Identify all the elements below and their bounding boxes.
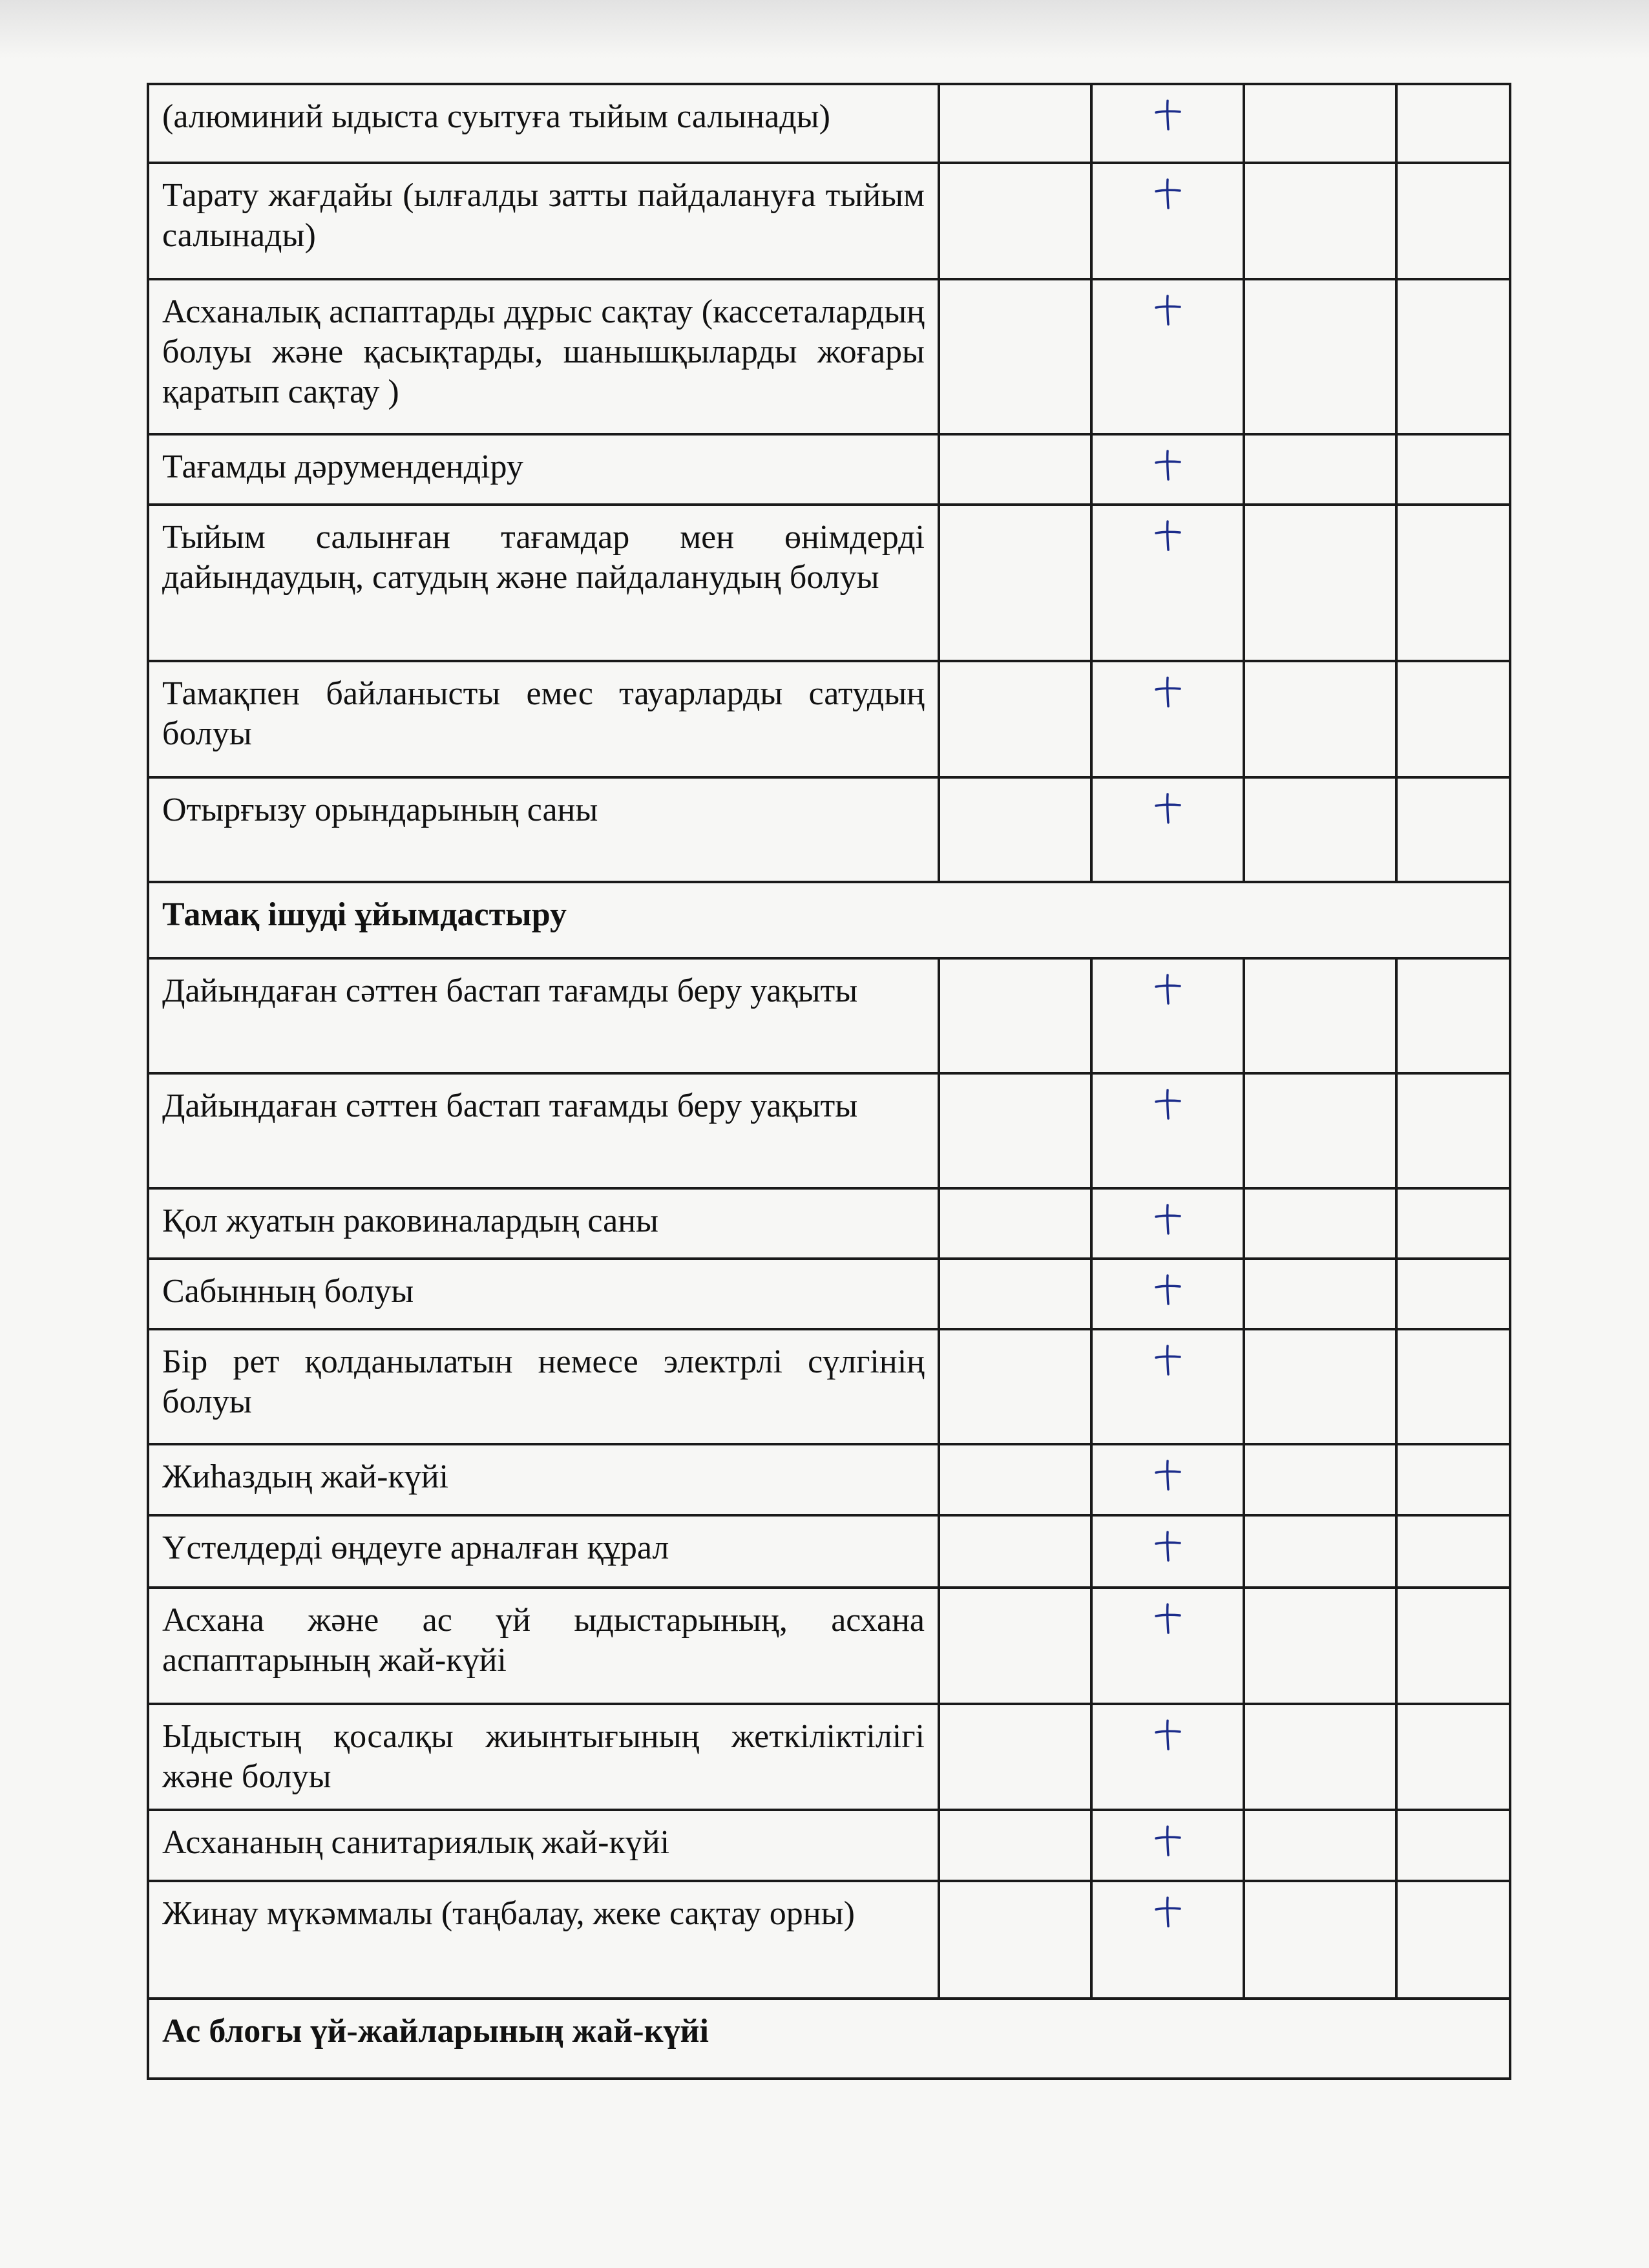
- mark-cell-col-4: [1396, 958, 1510, 1073]
- mark-cell-col-1: [939, 163, 1091, 279]
- checklist-row: [148, 279, 1510, 434]
- mark-cell-col-3: [1244, 1515, 1396, 1588]
- checklist-row: [148, 1881, 1510, 1999]
- criterion-text: (алюминий ыдыста суытуға тыйым салынады): [148, 84, 939, 163]
- mark-cell-col-4: [1396, 163, 1510, 279]
- mark-cell-col-4: [1396, 1515, 1510, 1588]
- mark-cell-col-2: [1091, 1704, 1244, 1810]
- handwritten-plus-icon: [1153, 1601, 1182, 1635]
- mark-cell-col-3: [1244, 1444, 1396, 1515]
- criterion-text: Ыдыстың қосалқы жиынтығының жеткіліктілігі және болуы: [148, 1704, 939, 1810]
- mark-cell-col-3: [1244, 434, 1396, 505]
- mark-cell-col-1: [939, 958, 1091, 1073]
- checklist-row: [148, 163, 1510, 279]
- mark-cell-col-4: [1396, 1881, 1510, 1999]
- mark-cell-col-3: [1244, 279, 1396, 434]
- mark-cell-col-4: [1396, 434, 1510, 505]
- mark-cell-col-1: [939, 661, 1091, 777]
- mark-cell-col-1: [939, 1704, 1091, 1810]
- handwritten-plus-icon: [1153, 176, 1182, 211]
- criterion-text: Дайындаған сәттен бастап тағамды беру уақыты: [148, 1073, 939, 1188]
- criterion-text: Дайындаған сәттен бастап тағамды беру уақыты: [148, 958, 939, 1073]
- handwritten-plus-icon: [1153, 674, 1182, 709]
- mark-cell-col-3: [1244, 1704, 1396, 1810]
- mark-cell-col-4: [1396, 777, 1510, 882]
- mark-cell-col-4: [1396, 1588, 1510, 1704]
- handwritten-plus-icon: [1153, 1342, 1182, 1377]
- mark-cell-col-1: [939, 1329, 1091, 1444]
- checklist-row: [148, 1588, 1510, 1704]
- mark-cell-col-3: [1244, 1073, 1396, 1188]
- criterion-text: Тарату жағдайы (ылғалды затты пайдалануға тыйым салынады): [148, 163, 939, 279]
- criterion-text: Асханалық аспаптарды дұрыс сақтау (кассеталардың болуы және қасықтарды, шанышқыларды жоғары қаратып сақтау ): [148, 279, 939, 434]
- mark-cell-col-1: [939, 84, 1091, 163]
- checklist-row: [148, 1073, 1510, 1188]
- mark-cell-col-2: [1091, 1073, 1244, 1188]
- handwritten-plus-icon: [1153, 518, 1182, 552]
- mark-cell-col-4: [1396, 505, 1510, 661]
- mark-cell-col-1: [939, 1444, 1091, 1515]
- mark-cell-col-1: [939, 434, 1091, 505]
- mark-cell-col-3: [1244, 1329, 1396, 1444]
- mark-cell-col-4: [1396, 1810, 1510, 1881]
- section-title: Тамақ ішуді ұйымдастыру: [148, 882, 1510, 958]
- handwritten-plus-icon: [1153, 97, 1182, 132]
- mark-cell-col-1: [939, 505, 1091, 661]
- handwritten-plus-icon: [1153, 447, 1182, 482]
- criterion-text: Сабынның болуы: [148, 1259, 939, 1329]
- checklist-row: [148, 1515, 1510, 1588]
- criterion-text: Үстелдерді өңдеуге арналған құрал: [148, 1515, 939, 1588]
- mark-cell-col-3: [1244, 1881, 1396, 1999]
- mark-cell-col-2: [1091, 163, 1244, 279]
- handwritten-plus-icon: [1153, 1823, 1182, 1858]
- mark-cell-col-1: [939, 1259, 1091, 1329]
- handwritten-plus-icon: [1153, 1201, 1182, 1236]
- handwritten-plus-icon: [1153, 1717, 1182, 1752]
- checklist-row: [148, 1444, 1510, 1515]
- checklist-row: [148, 777, 1510, 882]
- mark-cell-col-2: [1091, 279, 1244, 434]
- mark-cell-col-4: [1396, 1188, 1510, 1259]
- mark-cell-col-2: [1091, 1515, 1244, 1588]
- checklist-table: [147, 83, 1511, 2080]
- mark-cell-col-2: [1091, 1810, 1244, 1881]
- checklist-body: [148, 84, 1510, 2079]
- mark-cell-col-2: [1091, 1188, 1244, 1259]
- handwritten-plus-icon: [1153, 1894, 1182, 1929]
- mark-cell-col-3: [1244, 1259, 1396, 1329]
- criterion-text: Бір рет қолданылатын немесе электрлі сүлгінің болуы: [148, 1329, 939, 1444]
- criterion-text: Асхананың санитариялық жай-күйі: [148, 1810, 939, 1881]
- mark-cell-col-2: [1091, 1881, 1244, 1999]
- mark-cell-col-4: [1396, 279, 1510, 434]
- checklist-row: [148, 958, 1510, 1073]
- mark-cell-col-2: [1091, 777, 1244, 882]
- criterion-text: Тағамды дәрумендендіру: [148, 434, 939, 505]
- mark-cell-col-1: [939, 1073, 1091, 1188]
- mark-cell-col-4: [1396, 1704, 1510, 1810]
- criterion-text: Жиһаздың жай-күйі: [148, 1444, 939, 1515]
- mark-cell-col-3: [1244, 777, 1396, 882]
- criterion-text: Тыйым салынған тағамдар мен өнімдерді дайындаудың, сатудың және пайдаланудың болуы: [148, 505, 939, 661]
- mark-cell-col-4: [1396, 1444, 1510, 1515]
- mark-cell-col-3: [1244, 1588, 1396, 1704]
- mark-cell-col-3: [1244, 661, 1396, 777]
- mark-cell-col-4: [1396, 1073, 1510, 1188]
- mark-cell-col-2: [1091, 505, 1244, 661]
- criterion-text: Жинау мүкәммалы (таңбалау, жеке сақтау орны): [148, 1881, 939, 1999]
- checklist-row: [148, 1810, 1510, 1881]
- mark-cell-col-2: [1091, 958, 1244, 1073]
- mark-cell-col-1: [939, 1810, 1091, 1881]
- mark-cell-col-2: [1091, 1588, 1244, 1704]
- mark-cell-col-4: [1396, 84, 1510, 163]
- checklist-row: [148, 1704, 1510, 1810]
- criterion-text: Қол жуатын раковиналардың саны: [148, 1188, 939, 1259]
- mark-cell-col-3: [1244, 84, 1396, 163]
- mark-cell-col-2: [1091, 434, 1244, 505]
- mark-cell-col-3: [1244, 1810, 1396, 1881]
- checklist-row: [148, 1329, 1510, 1444]
- mark-cell-col-1: [939, 1515, 1091, 1588]
- mark-cell-col-4: [1396, 1329, 1510, 1444]
- checklist-row: [148, 84, 1510, 163]
- section-header-row: [148, 882, 1510, 958]
- mark-cell-col-1: [939, 1881, 1091, 1999]
- mark-cell-col-1: [939, 777, 1091, 882]
- criterion-text: Тамақпен байланысты емес тауарларды сатудың болуы: [148, 661, 939, 777]
- checklist-row: [148, 1188, 1510, 1259]
- mark-cell-col-4: [1396, 661, 1510, 777]
- checklist-row: [148, 434, 1510, 505]
- mark-cell-col-3: [1244, 958, 1396, 1073]
- checklist-row: [148, 661, 1510, 777]
- handwritten-plus-icon: [1153, 1272, 1182, 1307]
- mark-cell-col-2: [1091, 661, 1244, 777]
- handwritten-plus-icon: [1153, 790, 1182, 825]
- handwritten-plus-icon: [1153, 1457, 1182, 1492]
- mark-cell-col-2: [1091, 1329, 1244, 1444]
- checklist-row: [148, 505, 1510, 661]
- handwritten-plus-icon: [1153, 1528, 1182, 1563]
- criterion-text: Асхана және ас үй ыдыстарының, асхана аспаптарының жай-күйі: [148, 1588, 939, 1704]
- mark-cell-col-3: [1244, 163, 1396, 279]
- section-header-row: [148, 1999, 1510, 2079]
- handwritten-plus-icon: [1153, 292, 1182, 327]
- mark-cell-col-2: [1091, 1259, 1244, 1329]
- mark-cell-col-2: [1091, 84, 1244, 163]
- checklist-row: [148, 1259, 1510, 1329]
- mark-cell-col-3: [1244, 505, 1396, 661]
- mark-cell-col-1: [939, 279, 1091, 434]
- mark-cell-col-3: [1244, 1188, 1396, 1259]
- mark-cell-col-4: [1396, 1259, 1510, 1329]
- mark-cell-col-2: [1091, 1444, 1244, 1515]
- mark-cell-col-1: [939, 1188, 1091, 1259]
- section-title: Ас блогы үй-жайларының жай-күйі: [148, 1999, 1510, 2079]
- handwritten-plus-icon: [1153, 971, 1182, 1006]
- criterion-text: Отырғызу орындарының саны: [148, 777, 939, 882]
- handwritten-plus-icon: [1153, 1086, 1182, 1121]
- mark-cell-col-1: [939, 1588, 1091, 1704]
- scan-edge-shadow: [0, 0, 1649, 58]
